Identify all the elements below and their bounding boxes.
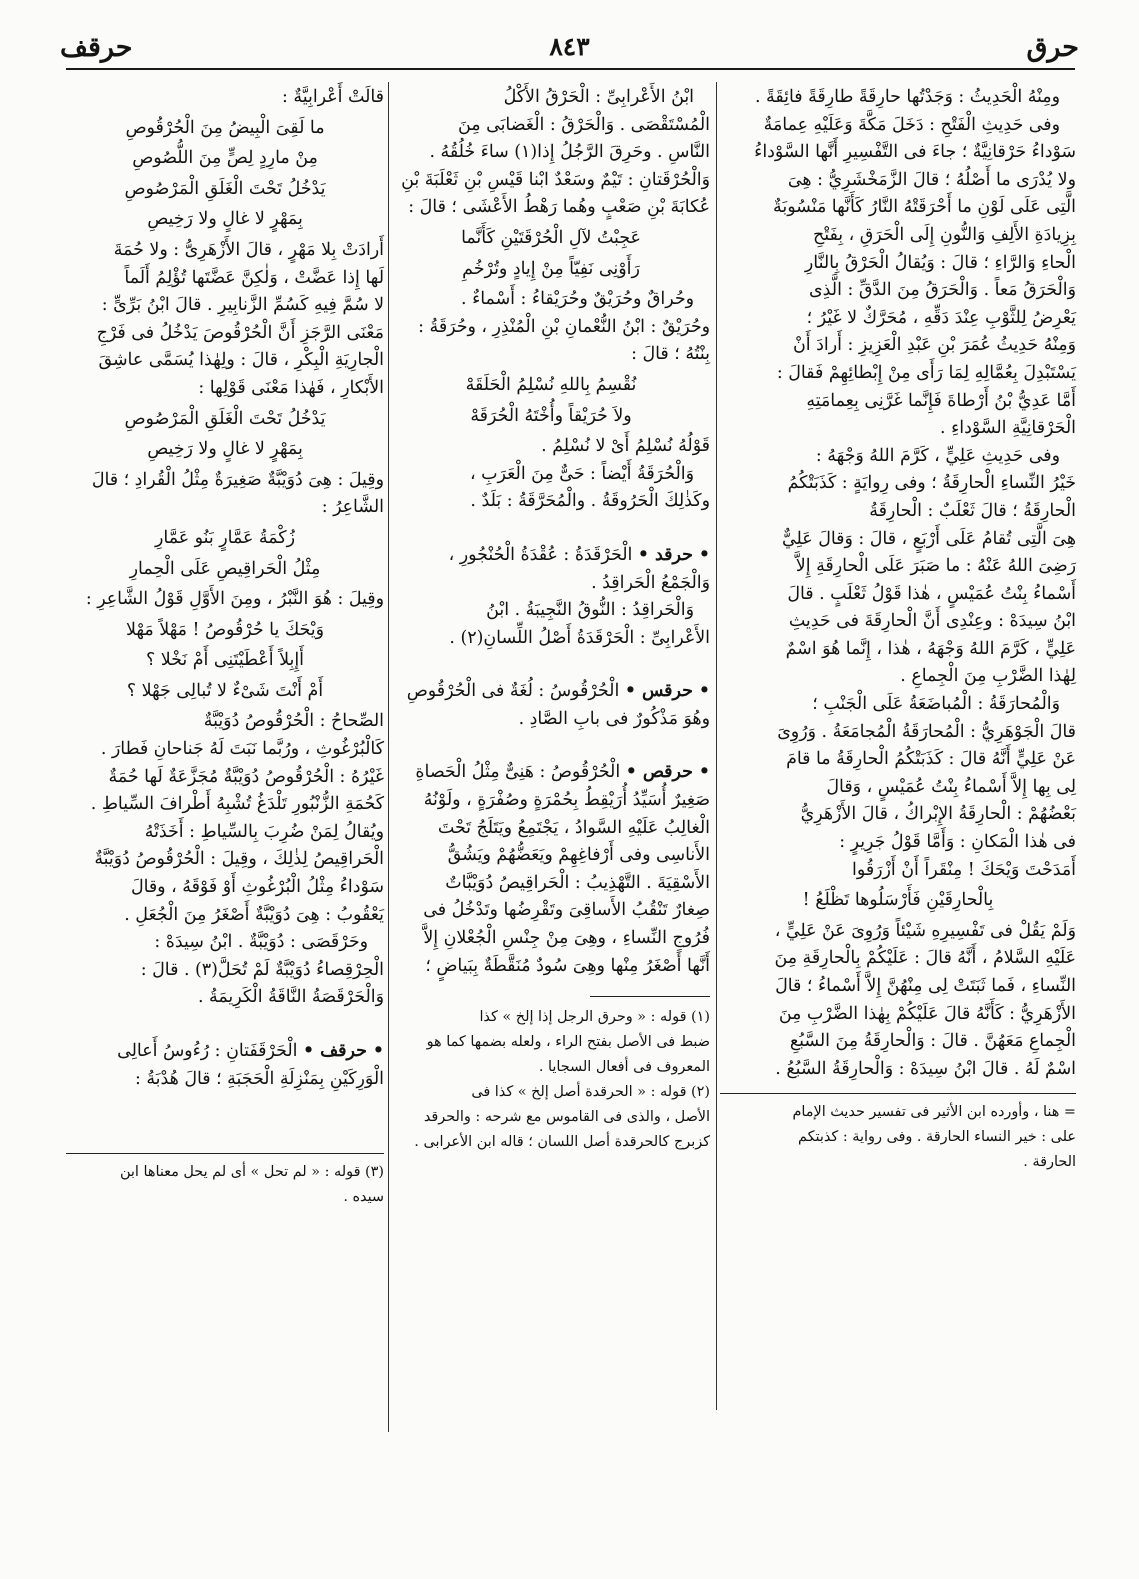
verse-line: بِمَهْرٍ لا غالٍ ولا رَخِيصِ — [147, 209, 303, 230]
running-head-right: حرق — [1026, 32, 1079, 63]
text-line: هِىَ الَّتِى تُقامُ عَلَى أَرْبَعٍ ، قالَ : وَقالَ عَلِيٌّ — [782, 528, 1076, 549]
text-line: أَمَّا عَدِيُّ بْنُ أَرْطاةَ فَإِنَّما غَرَّنِى بِعِمامَتِهِ — [806, 390, 1076, 411]
entry-text: الْحَرْقَفَتانِ : رُءُوسُ أَعالِى — [117, 1041, 298, 1061]
verse-line: زُكْمَةُ عَمَّارٍ بَنُو عَمَّارِ — [155, 527, 295, 548]
text-line: الأَزْهَرِيُّ : كَأَنَّهُ قالَ عَلَيْكُمْ بِهٰذا الضَّرْبِ مِنَ — [778, 1003, 1076, 1024]
verse-line: يَدْخُلُ تَحْتَ الْغَلَقِ الْمَرْصُوصِ — [124, 178, 326, 199]
entry-line — [392, 759, 710, 787]
text-line: وَالْحُرْقَتانِ : تَيْمٌ وسَعْدٌ ابْنا قَيْسِ بْنِ ثَعْلَبَةَ بْنِ — [401, 169, 710, 190]
text-line: بَعْضُهُمْ : الْحارِقَةُ الإِبْراكُ ، قالَ الأَزْهَرِيُّ — [800, 804, 1076, 825]
text-line: صَغِيرٌ أُسَيِّدُ أُرَيْقِطُ بِحُمْرَةٍ وصُفْرَةٍ ، ولَوْنُهُ — [423, 790, 710, 811]
footnote-line: سيده . — [343, 1189, 384, 1206]
text-line: وَلَمْ يَقُلْ فى تَفْسِيرِهِ شَيْئاً وَرُوِىَ عَنْ عَلِيٍّ ، — [774, 920, 1076, 941]
entry-text: الْحَرْقَدَةُ : عُقْدَةُ الْحُنْجُورِ ، — [448, 544, 633, 565]
entry-headword: • حرقص • — [625, 762, 710, 783]
footnote-line: الأصل ، والذى فى القاموس مع شرحه : والحرقد — [423, 1109, 710, 1126]
verse-line: يَدْخُلُ تَحْتَ الْغَلَقِ الْمَرْصُوصِ — [124, 408, 326, 429]
text-line: الأَناسِى وفى أَرْفاغِهِمْ ويَعَضُّهُمْ ويَشُقُّ — [447, 845, 710, 866]
text-line: لا سُمَّ فِيهِ كَسُمِّ الزَّنابِيرِ . قالَ ابْنُ بَرِّىٍّ : — [101, 295, 384, 316]
text-line: عَلِيٍّ ، كَرَّمَ اللهُ وَجْهَهُ ، هٰذا ، إِنَّما هُوَ اسْمٌ — [785, 638, 1076, 659]
text-line: الْحَرْقانِيَّةِ السَّوْداءِ . — [940, 418, 1076, 439]
text-line: وَالْحَرْقَصَةُ النَّاقَةُ الْكَرِيمَةُ . — [197, 987, 384, 1008]
text-line: الْحَراقِيصُ لِذٰلِكَ ، وقِيلَ : الْحُرْقُوصُ دُوَيْبَّةٌ — [94, 849, 384, 870]
text-line: وَالْحُرَقَةُ أَيْضاً : حَىٌّ مِنَ الْعَرَبِ ، — [470, 463, 694, 484]
text-line: لِى بِها إِلاَّ أَسْماءُ بِنْتُ عُمَيْسٍ ، وَقالَ — [826, 776, 1076, 797]
text-line: ابْنُ سِيدَهْ : وعِنْدِى أَنَّ الْحارِقَةَ فى حَدِيثِ — [788, 611, 1076, 632]
text-line: الْجِماعِ مَعَهُنَّ . قالَ : وَالْحارِقَةُ مِنَ السَّبُعِ — [789, 1031, 1076, 1052]
text-line: الْغالِبُ عَلَيْهِ السَّوادُ ، يَجْتَمِعُ ويَتَلَجُ تَحْتَ — [437, 817, 710, 838]
text-line: فى هٰذا الْمَكانِ : وَأَمَّا قَوْلُ جَرِيرٍ : — [839, 832, 1076, 853]
verse-line: ولاَ حُرَيْقاً وأُخْتَهُ الْحُرَقَهْ — [470, 405, 632, 426]
footnote-line: (١) قوله : « وحرق الرجل إذا إلخ » كذا — [479, 1009, 710, 1026]
text-line: وهُوَ مَذْكُورٌ فى بابِ الصَّادِ . — [518, 708, 710, 729]
verse-line: رَأَوْنِى نَفِيّاً مِنْ إِيادٍ وتُرْخُمِ — [462, 258, 640, 279]
footnote-line: المعروف فى أفعال السجايا . — [538, 1059, 710, 1076]
footnote-line: (٣) قوله : « لم تحل » أى لم يحل معناها ابن — [119, 1164, 384, 1181]
text-line: يَعْرِضُ لِلثَّوْبِ عِنْدَ دَقِّهِ ، مُحَرَّكٌ لا غَيْرُ ؛ — [806, 307, 1076, 328]
text-line: وكَذٰلِكَ الْحَرُوقَةُ . والْمُحَرَّقَةُ : بَلَدٌ . — [470, 491, 710, 512]
text-line: لَها إِذا عَضَّتْ ، وَلٰكِنَّ عَضَّتَها تُؤْلِمُ أَلَماً — [124, 267, 384, 288]
text-line: رَضِىَ اللهُ عَنْهُ : ما صَبَرَ عَلَى الْحارِقَةِ إِلاَّ — [795, 556, 1076, 577]
text-line: وَالْجَمْعُ الْحَراقِدُ . — [591, 572, 710, 593]
text-line: ويُقالُ لِمَنْ ضُرِبَ بِالسِّياطِ : أَخَذَتْهُ — [144, 821, 384, 842]
text-line: قالَتْ أَعْرابِيَّةٌ : — [282, 87, 384, 107]
text-line: الْمُسْتَقْصَى . وَالْحَرْقُ : الْغَضابَى مِنَ — [458, 114, 710, 135]
page-header — [60, 28, 1079, 72]
text-line: يَعْقُوبُ : هِىَ دُوَيْبَّةٌ أَصْغَرُ مِنَ الْجُعَلِ . — [124, 904, 384, 925]
verse-line: مِنْ مارِدٍ لِصٍّ مِنَ اللُّصُوصِ — [132, 148, 318, 169]
text-line: كَحُمَةِ الزُّنْبُورِ تَلْدَغُ تُشْبِهُ أَطْرافَ السِّياطِ . — [90, 794, 384, 815]
text-line: أَسْماءُ بِنْتُ عُمَيْسٍ ، هٰذا قَوْلُ ثَعْلَبٍ . قالَ — [787, 583, 1076, 604]
verse-line: بِالْحارِقَيْنِ فَأَرْسَلُوها تَظْلَعُ ! — [802, 890, 994, 911]
text-line: مَعْنَى الرَّجَزِ أَنَّ الْحُرْقُوصَ يَدْخُلُ فى فَرْجِ — [96, 322, 384, 343]
running-head-left: حرقف — [60, 32, 133, 63]
entry-headword: • حرقف • — [302, 1041, 384, 1061]
entry-line — [392, 678, 710, 706]
verse-line: وَيْحَكَ يا حُرْقُوصُ ! مَهْلاً مَهْلا — [126, 619, 324, 640]
text-line: وَالْمُحارَقَةُ : الْمُباضَعَةُ عَلَى الْجَنْبِ ؛ — [812, 694, 1060, 715]
column-middle — [392, 84, 710, 1155]
text-line: فُرُوجِ النِّساءِ ، وهِىَ مِنْ جِنْسِ الْجُعْلانِ إِلاَّ — [423, 928, 710, 949]
footnote-rule — [590, 996, 710, 997]
column-separator-1 — [716, 82, 717, 1410]
entry-line — [66, 1038, 384, 1066]
text-line: أَرادَتْ بِلا مَهْرٍ ، قالَ الأَزْهَرِىُّ : ولا حُمَةَ — [113, 239, 384, 260]
text-line: الشَّاعِرُ : — [321, 497, 384, 518]
entry-headword: • حرقس • — [624, 681, 710, 702]
text-line: لِهٰذا الضَّرْبِ مِنَ الْجِماعِ . — [900, 666, 1076, 687]
text-line: وحُرَيْقٌ : ابْنُ النُّعْمانِ بْنِ الْمُنْذِرِ ، وحُرَقَةُ : — [418, 316, 710, 337]
verse-line: أَمْ أَنْتَ شَىْءٌ لا تُبالِى جَهْلا ؟ — [126, 680, 324, 701]
footnote-block — [66, 1153, 384, 1210]
text-line: ولا يُدْرَى ما أَصْلُهُ ؛ قالَ الزَّمَخْشَرِيُّ : هِىَ — [787, 169, 1076, 190]
text-line: النِّساءِ ، فَما ثَبَتَتْ لِى مِنْهُنَّ إِلاَّ أَسْماءُ ؛ قالَ — [775, 976, 1076, 996]
verse-line: عَجِبْتُ لآلِ الْحُرْقَتَيْنِ كَأَنَّما — [461, 227, 641, 248]
text-line: يَسْتَبْدِلَ بِعُمَّالِهِ لِمَا رَأَى مِنْ إِبْطائِهِمْ فَقالَ : — [776, 362, 1076, 383]
text-line: وفى حَدِيثِ الْفَتْحِ : دَخَلَ مَكَّةَ وَعَلَيْهِ عِمامَةٌ — [763, 114, 1060, 135]
verse-line: ما لَقِىَ الْبِيضُ مِنَ الْحُرْقُوصِ — [125, 117, 325, 138]
verse-line: أَإِبِلاً أَعْطَيْتَنِى أَمْ نَخْلا ؟ — [146, 650, 304, 671]
footnote-line: = هنا ، وأورده ابن الأثير فى تفسير حديث الإمام — [792, 1104, 1076, 1121]
text-line: الْجارِيَةِ الْبِكْرِ ، قالَ : ولِهٰذا يُسَمَّى عاشِقَ — [98, 350, 384, 371]
entry-text: الْحُرْقُوسُ : لُغَةٌ فى الْحُرْقُوصِ — [406, 681, 620, 702]
text-line: وَمِنْهُ حَدِيثُ عُمَرَ بْنِ عَبْدِ الْعَزِيزِ : أَرادَ أَنْ — [793, 335, 1076, 356]
text-line: الْحِرْقِصاءُ دُوَيْبَّةٌ لَمْ تُحَلَّ(٣) . قالَ : — [140, 959, 384, 980]
footnote-line: الحارقة . — [1023, 1154, 1076, 1171]
text-line: الْحارِقَةُ ؛ قالَ ثَعْلَبٌ : الْحارِقَةُ — [869, 500, 1076, 521]
text-line: عَلَيْهِ السَّلامُ ، أَنَّهُ قالَ : عَلَيْكُمْ بِالْحارِقَةِ مِنَ — [774, 948, 1076, 969]
text-line: عَنْ عَلِيٍّ أَنَّهُ قالَ : كَذَبَتْكُمُ الْحارِقَةُ ما قامَ — [786, 749, 1076, 770]
text-line: بِنْتُهُ ؛ قالَ : — [631, 344, 710, 365]
text-line: أَنَّها أَصْغَرُ مِنْها وهِىَ سُودٌ مُنَقَّطَةٌ بِبَياضٍ ؛ — [425, 955, 710, 976]
header-rule — [66, 68, 1075, 70]
text-line: وَالْحَراقِدُ : النُّوقُ النَّجِيبَةُ . ابْنُ — [486, 600, 694, 621]
text-line: قَوْلُهُ نُسْلِمُ أَىْ لا نُسْلِمُ . — [541, 436, 710, 457]
verse-line: مِثْلُ الْحَراقِيصِ عَلَى الْحِمارِ — [129, 558, 321, 579]
text-line: الْحاءِ وَالرَّاءِ ؛ قالَ : وَيُقالُ الْحَرْقُ بِالنَّارِ — [804, 252, 1076, 273]
text-line: وحَرْقَصَى : دُوَيْبَّةٌ . ابْنُ سِيدَهْ : — [154, 932, 368, 953]
verse-line: بِمَهْرٍ لا غالٍ ولا رَخِيصِ — [147, 439, 303, 460]
text-line: وقِيلَ : هِىَ دُوَيْبَّةٌ صَغِيرَةٌ مِثْلُ الْقُرادِ ؛ قالَ — [91, 469, 384, 490]
column-separator-2 — [388, 82, 389, 1432]
text-line: سَوْداءُ حَرْقانِيَّةٌ ؛ جاءَ فى التَّفْسِيرِ أَنَّها السَّوْداءُ — [754, 142, 1076, 163]
text-line: ومِنْهُ الْحَدِيثُ : وَجَدْتُها حارِقَةً طارِقَةً فائِقَةً . — [754, 87, 1060, 107]
text-line: الْوَرِكَيْنِ بِمَنْزِلَةِ الْحَجَبَةِ ؛ قالَ هُدْبَةُ : — [134, 1068, 384, 1089]
text-line: بِزِيادَةِ الأَلِفِ وَالنُّونِ إِلَى الْحَرَقِ ، بِفَتْحِ — [813, 224, 1076, 245]
footnote-line: كزبرج كالحرقدة أصل اللسان ؛ قاله ابن الأعرابى . — [414, 1134, 710, 1151]
footnote-line: على : خير النساء الحارقة . وفى رواية : كذبتكم — [798, 1129, 1076, 1146]
column-left — [66, 84, 384, 1210]
entry-headword: • حرقد • — [637, 544, 710, 565]
text-line: ابْنُ الأَعْرابِىِّ : الْحَرْقُ الأَكْلُ — [503, 87, 694, 107]
verse-line: نُقْسِمُ بِاللهِ نُسْلِمُ الْحَلَقَهْ — [465, 374, 637, 395]
text-line: وفى حَدِيثِ عَلِيٍّ ، كَرَّمَ اللهُ وَجْهَهُ : — [815, 445, 1060, 466]
text-line: غَيْرُهُ : الْحُرْقُوصُ دُوَيْبَّةٌ مُجَزَّعَةٌ لَها حُمَةٌ — [108, 766, 384, 787]
text-line: الأَعْرابِىِّ : الْحَرْقَدَةُ أَصْلُ اللِّسانِ(٢) . — [449, 627, 710, 648]
text-line: الأَسْقِيَةَ . التَّهْذِيبُ : الْحَراقِيصُ دُوَيْبَّاتٌ — [445, 872, 710, 893]
verse-line: أَمَدَحْتَ وَيْحَكَ ! مِنْقَراً أَنْ أَزْرَقُوا — [852, 859, 1076, 880]
entry-line — [392, 542, 710, 570]
footnote-block — [720, 1093, 1076, 1175]
text-line: وقِيلَ : هُوَ النَّبْرُ ، ومِنَ الأَوَّلِ قَوْلُ الشَّاعِرِ : — [85, 589, 384, 610]
footnote-line: (٢) قوله : « الحرقدة أصل إلخ » كذا فى — [471, 1084, 710, 1101]
text-line: الأَبْكارِ ، فَهٰذا مَعْنَى قَوْلِها : — [198, 377, 384, 398]
text-line: النَّاسِ . وحَرِقَ الرَّجُلُ إِذا(١) ساءَ خُلُقُهُ . — [429, 142, 710, 163]
column-right — [720, 84, 1076, 1175]
page-number: ٨٤٣ — [549, 32, 590, 61]
text-line: وحُراقٌ وحُرَيْقٌ وحُرَيْقاءُ : أَسْماءٌ . — [461, 289, 694, 310]
text-line: قالَ الْجَوْهَرِيُّ : الْمُحارَقَةُ الْمُجامَعَةُ . وَرُوِىَ — [777, 721, 1076, 742]
text-line: الَّتِى عَلَى لَوْنِ ما أَحْرَقَتْهُ النَّارُ كَأَنَّها مَنْسُوبَةٌ — [773, 197, 1076, 218]
entry-text: الْحُرْقُوصُ : هَنِىٌّ مِثْلُ الْحَصاةِ — [415, 762, 621, 783]
text-line: وَالْحَرَقُ مَعاً . وَالْحَرَقُ مِنَ الدَّقِّ : الَّذِى — [809, 280, 1076, 301]
text-line: خَيْرُ النِّساءِ الْحارِقَةُ ؛ وفى رِوايَةٍ : كَذَبَتْكُمُ — [787, 473, 1076, 494]
text-line: كَالْبُرْغُوثِ ، ورُبَّما نَبَتَ لَهُ جَناحانِ فَطارَ . — [100, 739, 384, 760]
footnote-line: ضبط فى الأصل بفتح الراء ، ولعله بضمها كما هو — [426, 1034, 710, 1051]
text-line: الصِّحاحُ : الْحُرْقُوصُ دُوَيْبَّةٌ — [203, 711, 384, 732]
text-line: اسْمٌ لَهُ . قالَ ابْنُ سِيدَهْ : وَالْحارِقَةُ السَّبُعُ . — [775, 1058, 1076, 1079]
text-line: صِغارٌ تَنْقُبُ الأَساقِىَ وتَقْرِضُها وتَدْخُلُ فى — [423, 900, 710, 921]
text-line: عُكابَةَ بْنِ صَعْبٍ وهُما رَهْطُ الأَعْشَى ؛ قالَ : — [408, 197, 710, 218]
text-line: سَوْداءُ مِثْلُ الْبُرْغُوثِ أَوْ فَوْقَهُ ، وقالَ — [130, 877, 384, 898]
